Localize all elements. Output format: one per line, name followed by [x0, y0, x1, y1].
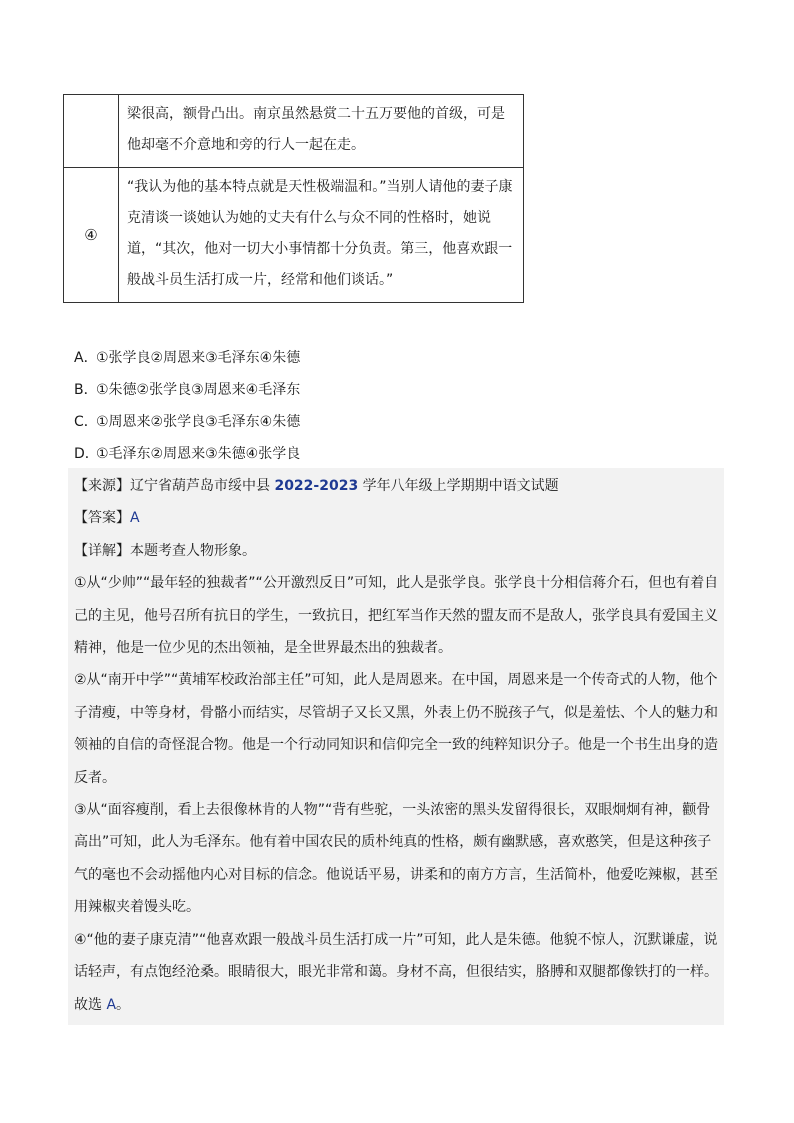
detail-intro: 本题考查人物形象。	[130, 542, 256, 559]
source-tag: 【来源】	[74, 478, 130, 494]
option-label: B．	[74, 382, 98, 398]
option-a	[74, 342, 774, 374]
source-text-end: 学年八年级上学期期中语文试题	[358, 478, 559, 494]
conclusion-text: 故选	[74, 996, 107, 1013]
conclusion-answer: A	[106, 996, 117, 1013]
conclusion-line	[74, 989, 724, 1021]
option-text: ①毛泽东②周恩来③朱德④张学良	[96, 446, 301, 462]
option-b	[74, 374, 774, 406]
option-label: D．	[74, 446, 99, 462]
detail-line	[74, 535, 724, 567]
option-text: ①朱德②张学良③周恩来④毛泽东	[96, 382, 301, 398]
detail-tag: 【详解】	[74, 542, 130, 559]
row-number: ④	[64, 168, 119, 303]
answer-line	[74, 502, 724, 534]
row-text: “我认为他的基本特点就是天性极端温和。”当别人请他的妻子康克清谈一谈她认为她的丈夫有什么与众不同的性格时，她说道，“其次，他对一切大小事情都十分负责。第三，他喜欢跟一般战斗员生活打成一片，经常和他们谈话。”	[119, 168, 524, 303]
conclusion-end: 。	[116, 996, 131, 1013]
option-label: C．	[74, 414, 98, 430]
option-c	[74, 406, 774, 438]
table-row	[64, 168, 524, 303]
table-row	[64, 95, 524, 168]
detail-paragraph-3: ③从“面容瘦削，看上去很像林肯的人物”“背有些驼，一头浓密的黑头发留得很长，双眼炯炯有神，颧骨高出”可知，此人为毛泽东。他有着中国农民的质朴纯真的性格，颇有幽默感，喜欢憨笑，但是这种孩子气的毫也不会动摇他内心对目标的信念。他说话平易，讲柔和的南方方言，生活简朴，他爱吃辣椒，甚至用辣椒夹着馒头吃。	[74, 802, 718, 916]
option-text: ①张学良②周恩来③毛泽东④朱德	[96, 350, 301, 366]
row-number	[64, 95, 119, 168]
detail-paragraph-1: ①从“少帅”“最年轻的独裁者”“公开激烈反日”可知，此人是张学良。张学良十分相信蒋介石，但也有着自己的主见，他号召所有抗日的学生，一致抗日，把红军当作天然的盟友而不是敌人，张学良具有爱国主义精神，他是一位少见的杰出领袖，是全世界最杰出的独裁者。	[74, 575, 719, 657]
answer-value: A	[130, 510, 140, 527]
option-label: A．	[74, 350, 98, 366]
row-text: 梁很高，额骨凸出。南京虽然悬赏二十五万要他的首级，可是他却毫不介意地和旁的行人一起在走。	[119, 95, 524, 168]
source-text: 辽宁省葫芦岛市绥中县	[130, 478, 275, 494]
answer-tag: 【答案】	[74, 510, 130, 527]
answer-explanation	[68, 468, 724, 1025]
option-d	[74, 438, 774, 470]
detail-paragraph-4: ④“他的妻子康克清”“他喜欢跟一般战斗员生活打成一片”可知，此人是朱德。他貌不惊人，沉默谦虚，说话轻声，有点饱经沧桑。眼睛很大，眼光非常和蔼。身材不高，但很结实，胳膊和双腿都像铁打的一样。	[74, 931, 718, 981]
option-text: ①周恩来②张学良③毛泽东④朱德	[96, 414, 301, 430]
detail-paragraph-2: ②从“南开中学”“黄埔军校政治部主任”可知，此人是周恩来。在中国，周恩来是一个传奇式的人物，他个子清瘦，中等身材，骨骼小而结实，尽管胡子又长又黑，外表上仍不脱孩子气，似是羞怯、个人的魅力和领袖的自信的奇怪混合物。他是一个行动同知识和信仰完全一致的纯粹知识分子。他是一个书生出身的造反者。	[74, 672, 718, 786]
question-table	[63, 94, 524, 303]
source-year: 2022-2023	[274, 478, 359, 494]
answer-options	[74, 342, 774, 470]
source-line	[74, 470, 724, 502]
